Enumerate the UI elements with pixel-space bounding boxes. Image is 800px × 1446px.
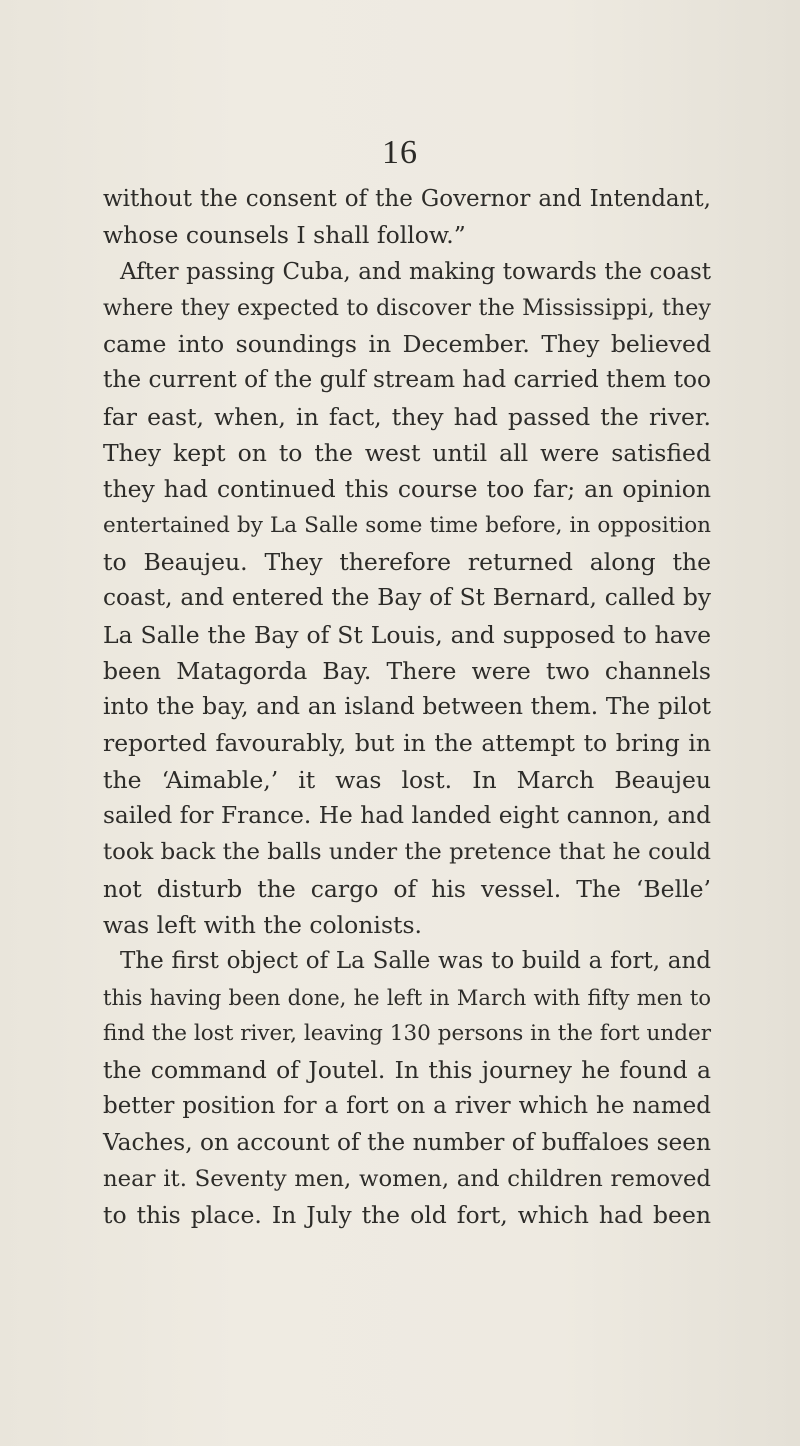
text-line: without the consent of the Governor and Intendant, bbox=[103, 186, 711, 212]
text-line: this having been done, he left in March with fifty men to bbox=[103, 985, 711, 1010]
text-line: The first object of La Salle was to build a fort, and bbox=[120, 948, 711, 975]
text-line: Vaches, on account of the number of buffaloes seen bbox=[103, 1128, 711, 1156]
text-line: the ‘Aimable,’ it was lost. In March Beaujeu bbox=[103, 765, 711, 794]
text-line: near it. Seventy men, women, and children removed bbox=[103, 1166, 711, 1193]
text-line: They kept on to the west until all were satisfied bbox=[103, 439, 711, 468]
text-line: not disturb the cargo of his vessel. The ‘Belle’ bbox=[103, 874, 711, 903]
text-line: into the bay, and an island between them. The pilot bbox=[103, 693, 711, 721]
text-line: been Matagorda Bay. There were two channels bbox=[103, 656, 711, 685]
text-line: La Salle the Bay of St Louis, and supposed to have bbox=[103, 620, 711, 649]
text-line: reported favourably, but in the attempt to bring in bbox=[103, 729, 711, 758]
text-line: entertained by La Salle some time before, in opposition bbox=[103, 512, 711, 538]
text-line: to this place. In July the old fort, which had been bbox=[103, 1201, 711, 1230]
text-line: find the lost river, leaving 130 persons in the fort under bbox=[103, 1020, 711, 1046]
body-text bbox=[103, 181, 711, 1234]
text-line: where they expected to discover the Mississippi, they bbox=[103, 294, 711, 321]
page-number: 16 bbox=[382, 134, 418, 171]
text-line: better position for a fort on a river which he named bbox=[103, 1093, 711, 1120]
text-line: was left with the colonists. bbox=[103, 910, 422, 939]
text-line: After passing Cuba, and making towards the coast bbox=[120, 258, 711, 285]
text-line: the current of the gulf stream had carried them too bbox=[103, 366, 711, 394]
text-line: to Beaujeu. They therefore returned along the bbox=[103, 547, 711, 576]
text-line: took back the balls under the pretence that he could bbox=[103, 839, 711, 866]
text-line: sailed for France. He had landed eight cannon, and bbox=[103, 802, 711, 830]
text-line: whose counsels I shall follow.” bbox=[103, 221, 466, 250]
text-line: came into soundings in December. They believed bbox=[103, 330, 711, 359]
text-line: they had continued this course too far; an opinion bbox=[103, 475, 711, 504]
text-line: far east, when, in fact, they had passed the river. bbox=[103, 402, 711, 431]
text-line: the command of Joutel. In this journey he found a bbox=[103, 1056, 711, 1085]
text-line: coast, and entered the Bay of St Bernard, called by bbox=[103, 584, 711, 612]
